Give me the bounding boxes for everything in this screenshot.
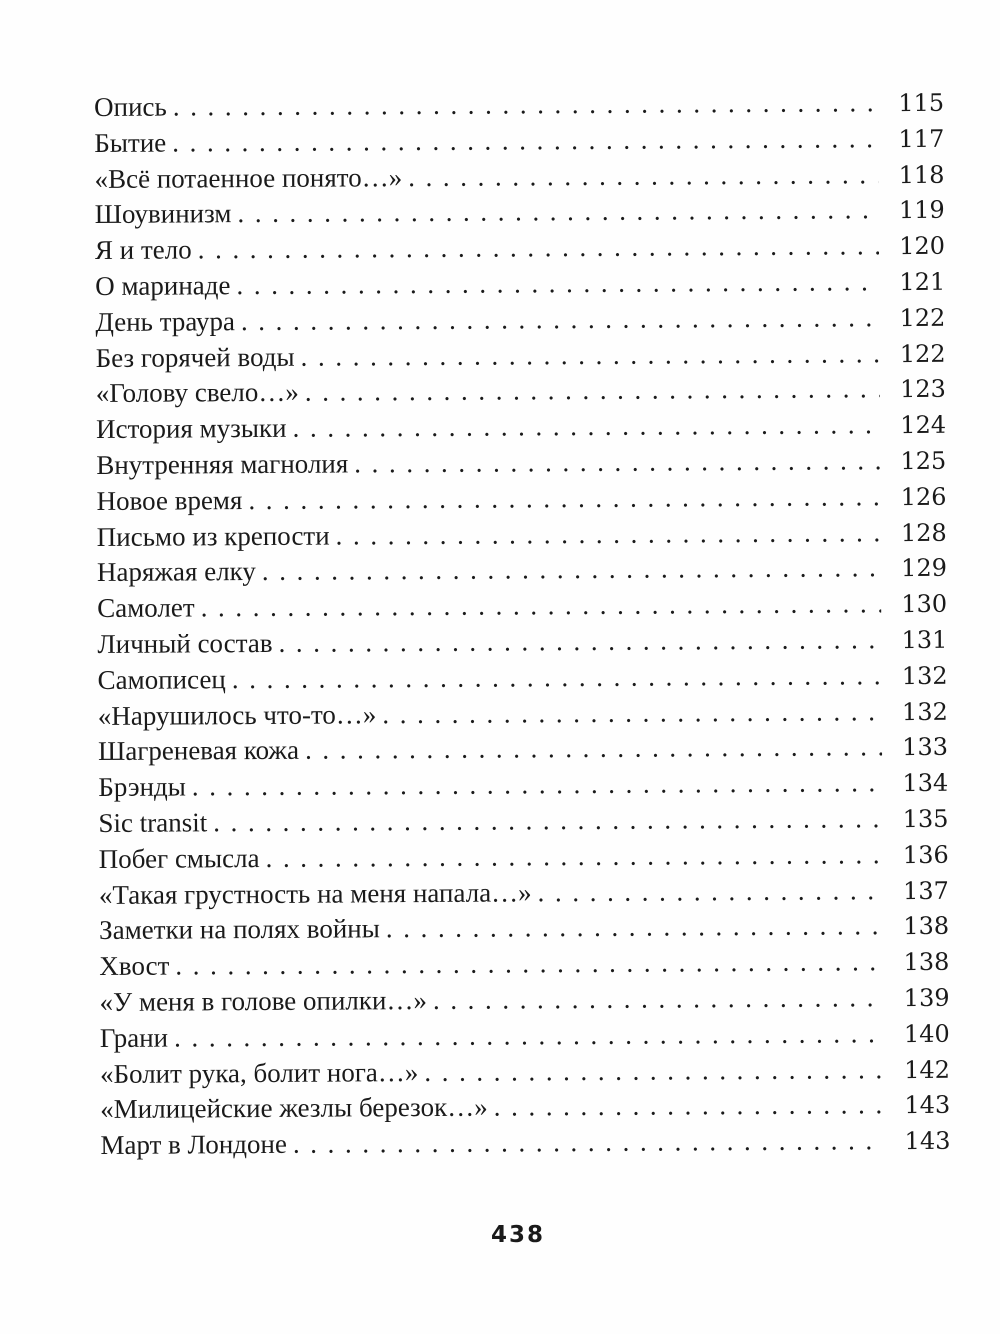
toc-entry-title: «У меня в голове опилки…»	[99, 984, 427, 1017]
dot-leader	[173, 85, 879, 125]
toc-entry	[99, 980, 949, 1021]
dot-leader	[494, 1088, 885, 1126]
toc-entry	[98, 801, 948, 842]
toc-entry-page-number: 132	[901, 697, 948, 726]
toc-entry-page-number: 129	[901, 554, 948, 583]
toc-entry-page-number: 136	[902, 840, 949, 869]
toc-entry	[100, 1087, 950, 1128]
toc-entry	[95, 264, 945, 305]
dot-leader	[293, 1123, 885, 1162]
dot-leader	[433, 980, 884, 1019]
toc-entry-page-number: 118	[898, 160, 945, 189]
toc-entry-title: Шагреневая кожа	[97, 735, 300, 767]
toc-entry	[94, 121, 944, 162]
toc-entry	[99, 908, 949, 949]
dot-leader	[301, 336, 880, 375]
toc-entry	[100, 1123, 950, 1164]
toc-entry-page-number: 122	[899, 339, 946, 368]
toc-entry	[97, 586, 947, 627]
page-number: 438	[490, 1222, 545, 1248]
toc-entry-title: День траура	[95, 305, 235, 337]
toc-entry	[99, 872, 949, 913]
toc-entry-title: Шоувинизм	[94, 198, 232, 230]
toc-entry-page-number: 119	[898, 196, 945, 225]
toc-entry-title: Я и тело	[94, 234, 192, 266]
toc-entry-page-number: 138	[903, 947, 950, 977]
dot-leader	[262, 551, 881, 591]
dot-leader	[336, 515, 881, 554]
toc-entry	[94, 156, 944, 197]
toc-entry	[97, 622, 947, 663]
toc-entry	[98, 693, 948, 734]
toc-entry-page-number: 130	[901, 589, 948, 619]
toc-entry-page-number: 125	[900, 446, 947, 476]
toc-entry-title: Март в Лондоне	[100, 1128, 287, 1161]
toc-entry	[95, 300, 945, 341]
dot-leader	[236, 264, 879, 304]
toc-entry-page-number: 124	[900, 410, 947, 440]
dot-leader	[175, 944, 883, 984]
toc-entry-title: Наряжая елку	[96, 556, 256, 588]
toc-entry	[98, 765, 948, 806]
dot-leader	[386, 909, 883, 948]
dot-leader	[382, 694, 882, 733]
toc-entry-title: «Такая грустность на меня напала…»	[98, 876, 532, 910]
toc-entry-page-number: 143	[904, 1126, 951, 1156]
toc-entry-title: «Болит рука, болит нога…»	[99, 1056, 419, 1089]
toc-entry-page-number: 132	[901, 661, 948, 690]
toc-entry	[96, 479, 946, 520]
toc-entry-page-number: 142	[904, 1055, 951, 1084]
toc-entry	[96, 335, 946, 376]
toc-entry-page-number: 126	[900, 482, 947, 511]
toc-entry-title: Побег смысла	[98, 842, 260, 874]
toc-entry-title: Самописец	[97, 663, 226, 695]
dot-leader	[237, 193, 879, 233]
toc-entry-page-number: 139	[903, 983, 950, 1012]
toc-entry-page-number: 133	[902, 733, 949, 762]
toc-entry-page-number: 117	[898, 124, 945, 153]
toc-entry-title: История музыки	[95, 413, 287, 445]
toc-entry-page-number: 143	[904, 1091, 951, 1120]
dot-leader	[232, 658, 882, 698]
toc-entry	[96, 443, 946, 484]
toc-entry-page-number: 121	[899, 267, 946, 297]
toc-entry-title: Письмо из крепости	[96, 520, 330, 552]
toc-entry-page-number: 135	[902, 804, 949, 834]
toc-entry-page-number: 120	[899, 231, 946, 261]
toc-entry-title: Бытие	[94, 127, 167, 158]
dot-leader	[248, 479, 880, 519]
toc-entry	[96, 371, 946, 412]
toc-entry-title: Брэнды	[98, 771, 186, 803]
toc-entry	[99, 837, 949, 878]
table-of-contents	[94, 85, 951, 1164]
toc-entry	[99, 944, 949, 985]
toc-entry-title: Грани	[99, 1022, 169, 1053]
toc-entry-page-number: 128	[900, 518, 947, 547]
toc-entry	[94, 85, 944, 126]
dot-leader	[172, 121, 878, 161]
toc-entry-title: «Нарушилось что-то…»	[97, 698, 377, 731]
dot-leader	[174, 1016, 884, 1056]
dot-leader	[201, 586, 882, 626]
dot-leader	[278, 622, 881, 661]
dot-leader	[192, 765, 883, 805]
toc-entry-page-number: 115	[898, 88, 945, 118]
toc-entry-page-number: 123	[899, 375, 946, 404]
toc-entry	[98, 729, 948, 770]
toc-entry	[97, 514, 947, 555]
dot-leader	[198, 228, 879, 268]
dot-leader	[241, 300, 880, 340]
toc-entry-title: Sic transit	[98, 807, 208, 838]
toc-entry-title: Опись	[94, 91, 167, 122]
toc-entry	[97, 658, 947, 699]
toc-entry-title: «Голову свело…»	[95, 377, 299, 409]
toc-entry-page-number: 140	[903, 1019, 950, 1048]
toc-entry-page-number: 137	[903, 876, 949, 905]
dot-leader	[265, 837, 882, 877]
dot-leader	[305, 372, 880, 411]
toc-entry-title: Заметки на полях войны	[99, 913, 380, 946]
dot-leader	[292, 407, 880, 446]
toc-entry	[97, 550, 947, 591]
dot-leader	[305, 730, 882, 769]
toc-entry-title: Без горячей воды	[95, 341, 295, 373]
toc-entry-page-number: 131	[901, 625, 948, 655]
toc-entry-page-number: 134	[902, 768, 949, 798]
toc-entry	[100, 1016, 950, 1057]
toc-entry	[95, 228, 945, 269]
dot-leader	[538, 873, 883, 911]
toc-entry-title: Хвост	[99, 950, 170, 982]
dot-leader	[408, 157, 879, 196]
toc-entry-page-number: 138	[903, 912, 950, 941]
toc-entry	[96, 407, 946, 448]
toc-entry-title: Новое время	[96, 484, 243, 516]
toc-entry-title: Самолет	[97, 592, 195, 624]
dot-leader	[213, 801, 882, 841]
toc-entry-title: Личный состав	[97, 627, 273, 659]
toc-entry	[100, 1051, 950, 1092]
dot-leader	[424, 1052, 884, 1091]
toc-entry-title: «Милицейские жезлы березок…»	[100, 1091, 488, 1125]
dot-leader	[354, 443, 880, 482]
toc-entry-title: Внутренняя магнолия	[96, 448, 349, 480]
toc-entry-title: «Всё потаенное понято…»	[94, 161, 403, 194]
toc-entry-page-number: 122	[899, 303, 946, 332]
toc-entry-title: О маринаде	[95, 270, 231, 301]
toc-entry	[95, 192, 945, 233]
